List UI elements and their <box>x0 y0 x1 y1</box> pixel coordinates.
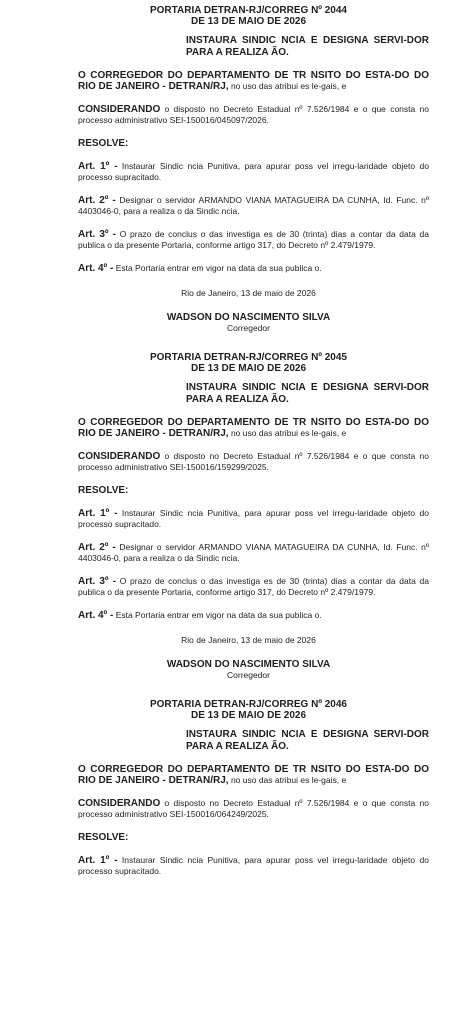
article-2 <box>78 195 429 217</box>
article-text: Designar o servidor ARMANDO VIANA MATAGUEIRA DA CUNHA, Id. Func. nº 4403046-0, para a realiza o da Sindic ncia. <box>78 542 429 563</box>
article-3 <box>78 576 429 598</box>
article-text: O prazo de conclus o das investiga es de 30 (trinta) dias a contar da data da publica o da presente Portaria, conforme artigo 317, do Decreto nº 2.479/1979. <box>78 576 429 597</box>
article-text: Esta Portaria entrar em vigor na data da sua publica o. <box>113 610 322 620</box>
considerando-text: o disposto no Decreto Estadual nº 7.526/1984 e o que consta no processo administrativo SEI-150016/045097/2026. <box>78 104 429 125</box>
considerando <box>78 104 429 126</box>
article-text: Instaurar Sindic ncia Punitiva, para apurar poss vel irregu-laridade objeto do processo supracitado. <box>78 855 429 876</box>
article-text: Designar o servidor ARMANDO VIANA MATAGUEIRA DA CUNHA, Id. Func. nº 4403046-0, para a realiza o da Sindic ncia. <box>78 195 429 216</box>
resolve-heading: RESOLVE: <box>78 485 129 496</box>
article-4 <box>78 610 429 621</box>
article-1 <box>78 161 429 183</box>
portaria-ementa: INSTAURA SINDIC NCIA E DESIGNA SERVI-DOR PARA A REALIZA ÃO. <box>186 729 429 752</box>
portaria-ementa: INSTAURA SINDIC NCIA E DESIGNA SERVI-DOR PARA A REALIZA ÃO. <box>186 35 429 58</box>
signer-name: WADSON DO NASCIMENTO SILVA <box>166 659 331 670</box>
article-label: Art. 4º - <box>78 263 114 274</box>
portaria-number: PORTARIA DETRAN-RJ/CORREG Nº 2044 <box>149 5 347 16</box>
portaria-title <box>48 352 449 374</box>
portaria-2046 <box>0 699 449 877</box>
article-label: Art. 3º - <box>78 229 117 240</box>
article-label: Art. 2º - <box>78 195 116 206</box>
signer-role: Corregedor <box>227 670 270 680</box>
preamble-rest: no uso das atribui es le-gais, e <box>228 775 347 785</box>
considerando-label: CONSIDERANDO <box>78 451 161 462</box>
signer-role: Corregedor <box>227 323 270 333</box>
article-label: Art. 1º - <box>78 508 118 519</box>
article-1 <box>78 855 429 877</box>
portaria-2044 <box>0 0 449 334</box>
signer-name: WADSON DO NASCIMENTO SILVA <box>166 312 331 323</box>
place-date: Rio de Janeiro, 13 de maio de 2026 <box>181 288 316 298</box>
article-label: Art. 1º - <box>78 161 118 172</box>
preamble-authority: O CORREGEDOR DO DEPARTAMENTO DE TR NSITO DO ESTA-DO DO RIO DE JANEIRO - DETRAN/RJ, <box>78 764 429 786</box>
considerando-text: o disposto no Decreto Estadual nº 7.526/1984 e o que consta no processo administrativo SEI-150016/064249/2025. <box>78 798 429 819</box>
article-2 <box>78 542 429 564</box>
considerando-text: o disposto no Decreto Estadual nº 7.526/1984 e o que consta no processo administrativo SEI-150016/159299/2025. <box>78 451 429 472</box>
article-label: Art. 2º - <box>78 542 116 553</box>
portaria-number: PORTARIA DETRAN-RJ/CORREG Nº 2045 <box>149 352 347 363</box>
portaria-ementa: INSTAURA SINDIC NCIA E DESIGNA SERVI-DOR PARA A REALIZA ÃO. <box>186 382 429 405</box>
portaria-date: DE 13 DE MAIO DE 2026 <box>190 363 307 374</box>
article-3 <box>78 229 429 251</box>
considerando <box>78 451 429 473</box>
article-text: Esta Portaria entrar em vigor na data da sua publica o. <box>113 263 322 273</box>
considerando <box>78 798 429 820</box>
preamble-authority: O CORREGEDOR DO DEPARTAMENTO DE TR NSITO DO ESTA-DO DO RIO DE JANEIRO - DETRAN/RJ, <box>78 417 429 439</box>
preamble-authority: O CORREGEDOR DO DEPARTAMENTO DE TR NSITO DO ESTA-DO DO RIO DE JANEIRO - DETRAN/RJ, <box>78 70 429 92</box>
resolve-heading: RESOLVE: <box>78 832 129 843</box>
portaria-date: DE 13 DE MAIO DE 2026 <box>190 710 307 721</box>
article-4 <box>78 263 429 274</box>
portaria-number: PORTARIA DETRAN-RJ/CORREG Nº 2046 <box>149 699 347 710</box>
considerando-label: CONSIDERANDO <box>78 798 161 809</box>
preamble-rest: no uso das atribui es le-gais, e <box>228 428 347 438</box>
article-text: Instaurar Sindic ncia Punitiva, para apurar poss vel irregu-laridade objeto do processo supracitado. <box>78 161 429 182</box>
article-1 <box>78 508 429 530</box>
preamble-rest: no uso das atribui es le-gais, e <box>228 81 347 91</box>
resolve-heading: RESOLVE: <box>78 138 129 149</box>
article-text: O prazo de conclus o das investiga es de 30 (trinta) dias a contar da data da publica o da presente Portaria, conforme artigo 317, do Decreto nº 2.479/1979. <box>78 229 429 250</box>
preamble <box>78 70 429 92</box>
article-text: Instaurar Sindic ncia Punitiva, para apurar poss vel irregu-laridade objeto do processo supracitado. <box>78 508 429 529</box>
preamble <box>78 764 429 786</box>
considerando-label: CONSIDERANDO <box>78 104 161 115</box>
portaria-title <box>48 5 449 27</box>
article-label: Art. 3º - <box>78 576 117 587</box>
portaria-date: DE 13 DE MAIO DE 2026 <box>190 16 307 27</box>
portaria-2045 <box>0 352 449 681</box>
place-date: Rio de Janeiro, 13 de maio de 2026 <box>181 635 316 645</box>
article-label: Art. 1º - <box>78 855 118 866</box>
article-label: Art. 4º - <box>78 610 114 621</box>
preamble <box>78 417 429 439</box>
portaria-title <box>48 699 449 721</box>
